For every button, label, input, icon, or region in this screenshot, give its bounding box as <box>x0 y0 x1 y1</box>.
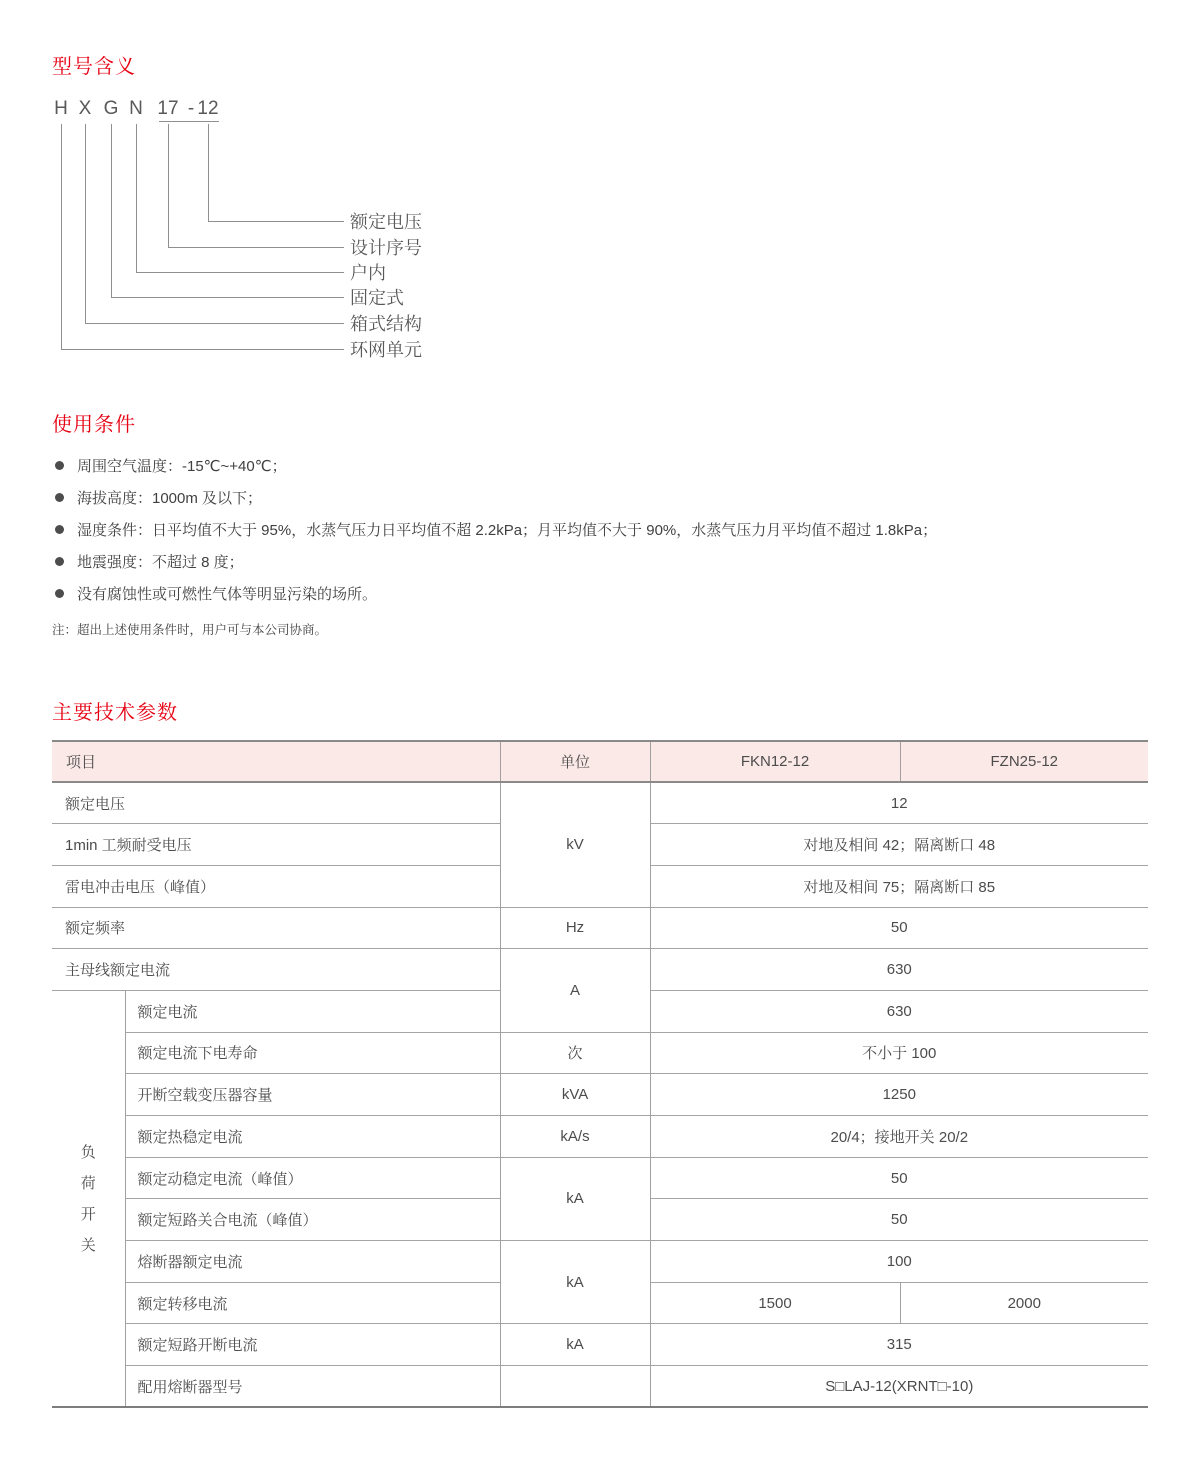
unit-cell: kVA <box>500 1074 650 1116</box>
value-cell: 630 <box>650 949 1148 991</box>
conditions-note: 注：超出上述使用条件时，用户可与本公司协商。 <box>52 623 328 637</box>
value-cell: 50 <box>650 1157 1148 1199</box>
table-row <box>52 1366 1148 1408</box>
bullet-icon <box>55 493 64 502</box>
item-cell: 熔断器额定电流 <box>125 1241 500 1283</box>
code-letter-h: H <box>54 98 68 119</box>
condition-text: 海拔高度：1000m 及以下； <box>77 489 263 507</box>
diagram-label-fixed-type: 固定式 <box>350 288 404 308</box>
unit-cell: kA <box>500 1324 650 1366</box>
list-item <box>52 455 1162 475</box>
value-cell: 315 <box>650 1324 1148 1366</box>
unit-cell: 次 <box>500 1032 650 1074</box>
group-cell-load-switch <box>52 990 125 1407</box>
unit-cell: kA <box>500 1157 650 1240</box>
value-cell-fkn: 1500 <box>650 1282 900 1324</box>
table-header-row <box>52 741 1148 782</box>
code-letter-n: N <box>129 98 143 119</box>
code-dash: - <box>187 98 195 119</box>
value-cell: 12 <box>650 782 1148 824</box>
table-row <box>52 1324 1148 1366</box>
diagram-label-box-structure: 箱式结构 <box>350 314 422 334</box>
unit-cell: kV <box>500 782 650 907</box>
item-cell: 额定动稳定电流（峰值） <box>125 1157 500 1199</box>
code-underline <box>159 121 219 122</box>
conditions-list <box>52 455 1162 615</box>
item-cell: 开断空载变压器容量 <box>125 1074 500 1116</box>
item-cell: 额定转移电流 <box>125 1282 500 1324</box>
value-cell: 20/4；接地开关 20/2 <box>650 1116 1148 1158</box>
group-label-vertical: 负荷开关 <box>80 1143 96 1254</box>
unit-cell: Hz <box>500 907 650 949</box>
header-unit: 单位 <box>500 741 650 782</box>
table-row <box>52 1032 1148 1074</box>
item-cell: 配用熔断器型号 <box>125 1366 500 1408</box>
value-cell: S□LAJ-12(XRNT□-10) <box>650 1366 1148 1408</box>
condition-text: 没有腐蚀性或可燃性气体等明显污染的场所。 <box>77 585 378 603</box>
diagram-label-design-serial: 设计序号 <box>350 238 422 258</box>
item-cell: 额定短路关合电流（峰值） <box>125 1199 500 1241</box>
table-row <box>52 907 1148 949</box>
parameters-table <box>52 740 1148 1408</box>
table-row <box>52 1157 1148 1199</box>
value-cell: 630 <box>650 990 1148 1032</box>
item-cell: 主母线额定电流 <box>52 949 500 991</box>
leader-line-ring-main-unit <box>61 124 344 350</box>
item-cell: 额定频率 <box>52 907 500 949</box>
item-cell: 额定短路开断电流 <box>125 1324 500 1366</box>
code-letter-x: X <box>78 98 92 119</box>
table-row <box>52 1241 1148 1283</box>
value-cell: 50 <box>650 1199 1148 1241</box>
item-cell: 额定电压 <box>52 782 500 824</box>
bullet-icon <box>55 461 64 470</box>
list-item <box>52 551 1162 571</box>
diagram-label-indoor: 户内 <box>350 263 386 283</box>
list-item <box>52 519 1162 539</box>
condition-text: 地震强度：不超过 8 度； <box>77 553 244 571</box>
header-item: 项目 <box>52 741 500 782</box>
unit-cell: A <box>500 949 650 1032</box>
unit-cell <box>500 1366 650 1408</box>
code-letter-g: G <box>103 98 119 119</box>
diagram-label-ring-main-unit: 环网单元 <box>350 340 422 360</box>
section-title-main-parameters: 主要技术参数 <box>52 702 178 724</box>
table-row <box>52 1116 1148 1158</box>
code-number-12: 12 <box>197 98 219 119</box>
value-cell: 对地及相间 75；隔离断口 85 <box>650 865 1148 907</box>
model-code-diagram <box>52 98 572 378</box>
value-cell: 不小于 100 <box>650 1032 1148 1074</box>
item-cell: 雷电冲击电压（峰值） <box>52 865 500 907</box>
header-model-b: FZN25-12 <box>900 741 1148 782</box>
condition-text: 周围空气温度：-15℃~+40℃； <box>77 457 287 475</box>
section-title-usage-conditions: 使用条件 <box>52 414 136 436</box>
value-cell: 对地及相间 42；隔离断口 48 <box>650 824 1148 866</box>
value-cell: 100 <box>650 1241 1148 1283</box>
item-cell: 额定热稳定电流 <box>125 1116 500 1158</box>
list-item <box>52 583 1162 603</box>
table-row <box>52 949 1148 991</box>
value-cell: 50 <box>650 907 1148 949</box>
item-cell: 额定电流下电寿命 <box>125 1032 500 1074</box>
unit-cell: kA <box>500 1241 650 1324</box>
table-row <box>52 1074 1148 1116</box>
section-title-model-meaning: 型号含义 <box>52 56 136 78</box>
item-cell: 1min 工频耐受电压 <box>52 824 500 866</box>
header-model-a: FKN12-12 <box>650 741 900 782</box>
bullet-icon <box>55 525 64 534</box>
list-item <box>52 487 1162 507</box>
bullet-icon <box>55 557 64 566</box>
item-cell: 额定电流 <box>125 990 500 1032</box>
diagram-label-rated-voltage: 额定电压 <box>350 212 422 232</box>
condition-text: 湿度条件：日平均值不大于 95%，水蒸气压力日平均值不超 2.2kPa；月平均值不大于 90%，水蒸气压力月平均值不超过 1.8kPa； <box>77 521 938 539</box>
unit-cell: kA/s <box>500 1116 650 1158</box>
code-number-17: 17 <box>157 98 179 119</box>
value-cell-fzn: 2000 <box>900 1282 1148 1324</box>
value-cell: 1250 <box>650 1074 1148 1116</box>
table-row <box>52 782 1148 824</box>
bullet-icon <box>55 589 64 598</box>
